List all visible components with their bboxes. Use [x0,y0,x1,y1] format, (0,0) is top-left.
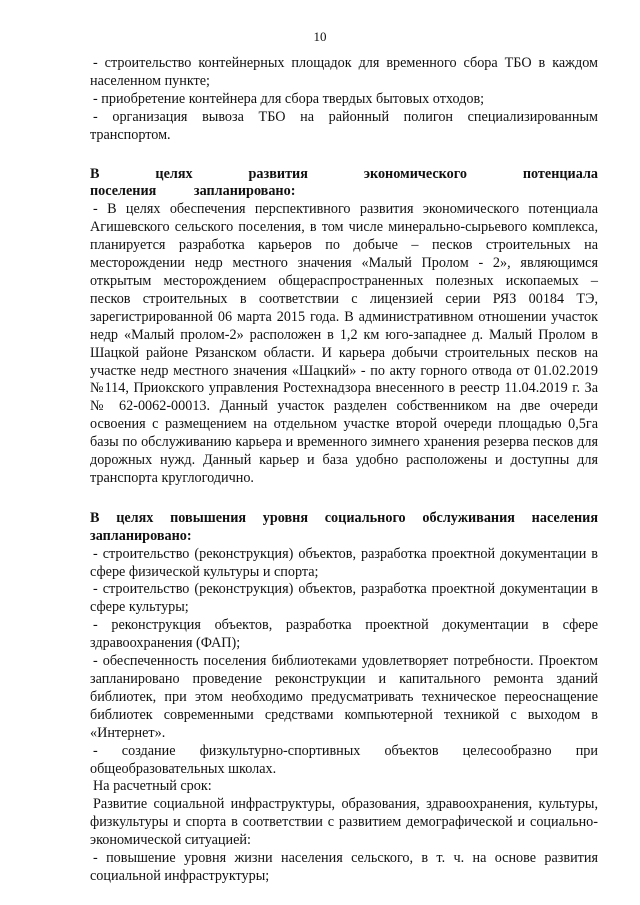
section-heading-social: В целях повышения уровня социального обслуживания населения запланировано: [90,509,598,544]
list-item: - повышение уровня жизни населения сельского, в т. ч. на основе развития социальной инфраструктуры; [90,850,598,884]
section-spacer [90,145,598,166]
list-item: - реконструкция объектов, разработка проектной документации в сфере здравоохранения (ФАП); [90,617,598,652]
list-item: - обеспеченность поселения библиотеками удовлетворяет потребности. Проектом запланировано проведение реконструкции и капитального ремонта зданий библиотек, при этом необходимо предусматривать техническое переоснащение библиотек современными средствами компьютерной техникой с выходом в «Интернет». [90,653,598,741]
list-item: - создание физкультурно-спортивных объектов целесообразно при общеобразовательных школах. [90,742,598,777]
list-item: - организация вывоза ТБО на районный полигон специализированным транспортом. [90,108,598,143]
section-spacer [90,488,598,510]
list-item: - приобретение контейнера для сбора твердых бытовых отходов; [93,90,485,107]
term-paragraph: Развитие социальной инфраструктуры, образования, здравоохранения, культуры, физкультуры и спорта в соответствии с развитием демографической и социально-экономической ситуацией: [90,796,598,849]
economic-paragraph: - В целях обеспечения перспективного развития экономического потенциала Агишевского сельского поселения, в том числе минерально-сырьевого комплекса, планируется разработка карьеров по добыче – песков строительных на месторождении недр местного значения «Малый Пролом - 2», являющимся открытым месторождением общераспространенных полезных ископаемых – песков строительных в соответствии с лицензией серии РЯЗ 00184 ТЭ, зарегистрированной 06 марта 2015 года. В административном отношении участок недр «Малый пролом-2» расположен в 1,2 км юго-западнее д. Малый Пролом в Шацкой районе Рязанском области. И карьера добычи строительных песков на участке недр местного значения «Шацкий» - по акту горного отвода от 01.02.2019 №114, Приокского управления Ростехнадзора внесенного в реестр 11.04.2019 г. За № 62-0062-00013. Данный участок разделен собственником на две очереди освоения с размещением на отдельном участке второй очереди площадью 0,5га базы по обслуживанию карьера и временного зимнего хранения резерва песков для дорожных нужд. Данный карьер и база удобно расположены и доступны для транспорта круглогодично. [90,201,598,486]
list-item: - строительство (реконструкция) объектов, разработка проектной документации в сфере культуры; [90,581,598,616]
section-heading-economic: В целях развития экономического потенциала поселения запланировано: [90,165,598,200]
document-body [90,55,598,886]
page-number: 10 [313,29,327,44]
list-item: - строительство контейнерных площадок для временного сбора ТБО в каждом населенном пункте; [90,55,598,89]
list-item: - строительство (реконструкция) объектов, разработка проектной документации в сфере физической культуры и спорта; [90,545,598,580]
term-label: На расчетный срок: [93,778,212,795]
